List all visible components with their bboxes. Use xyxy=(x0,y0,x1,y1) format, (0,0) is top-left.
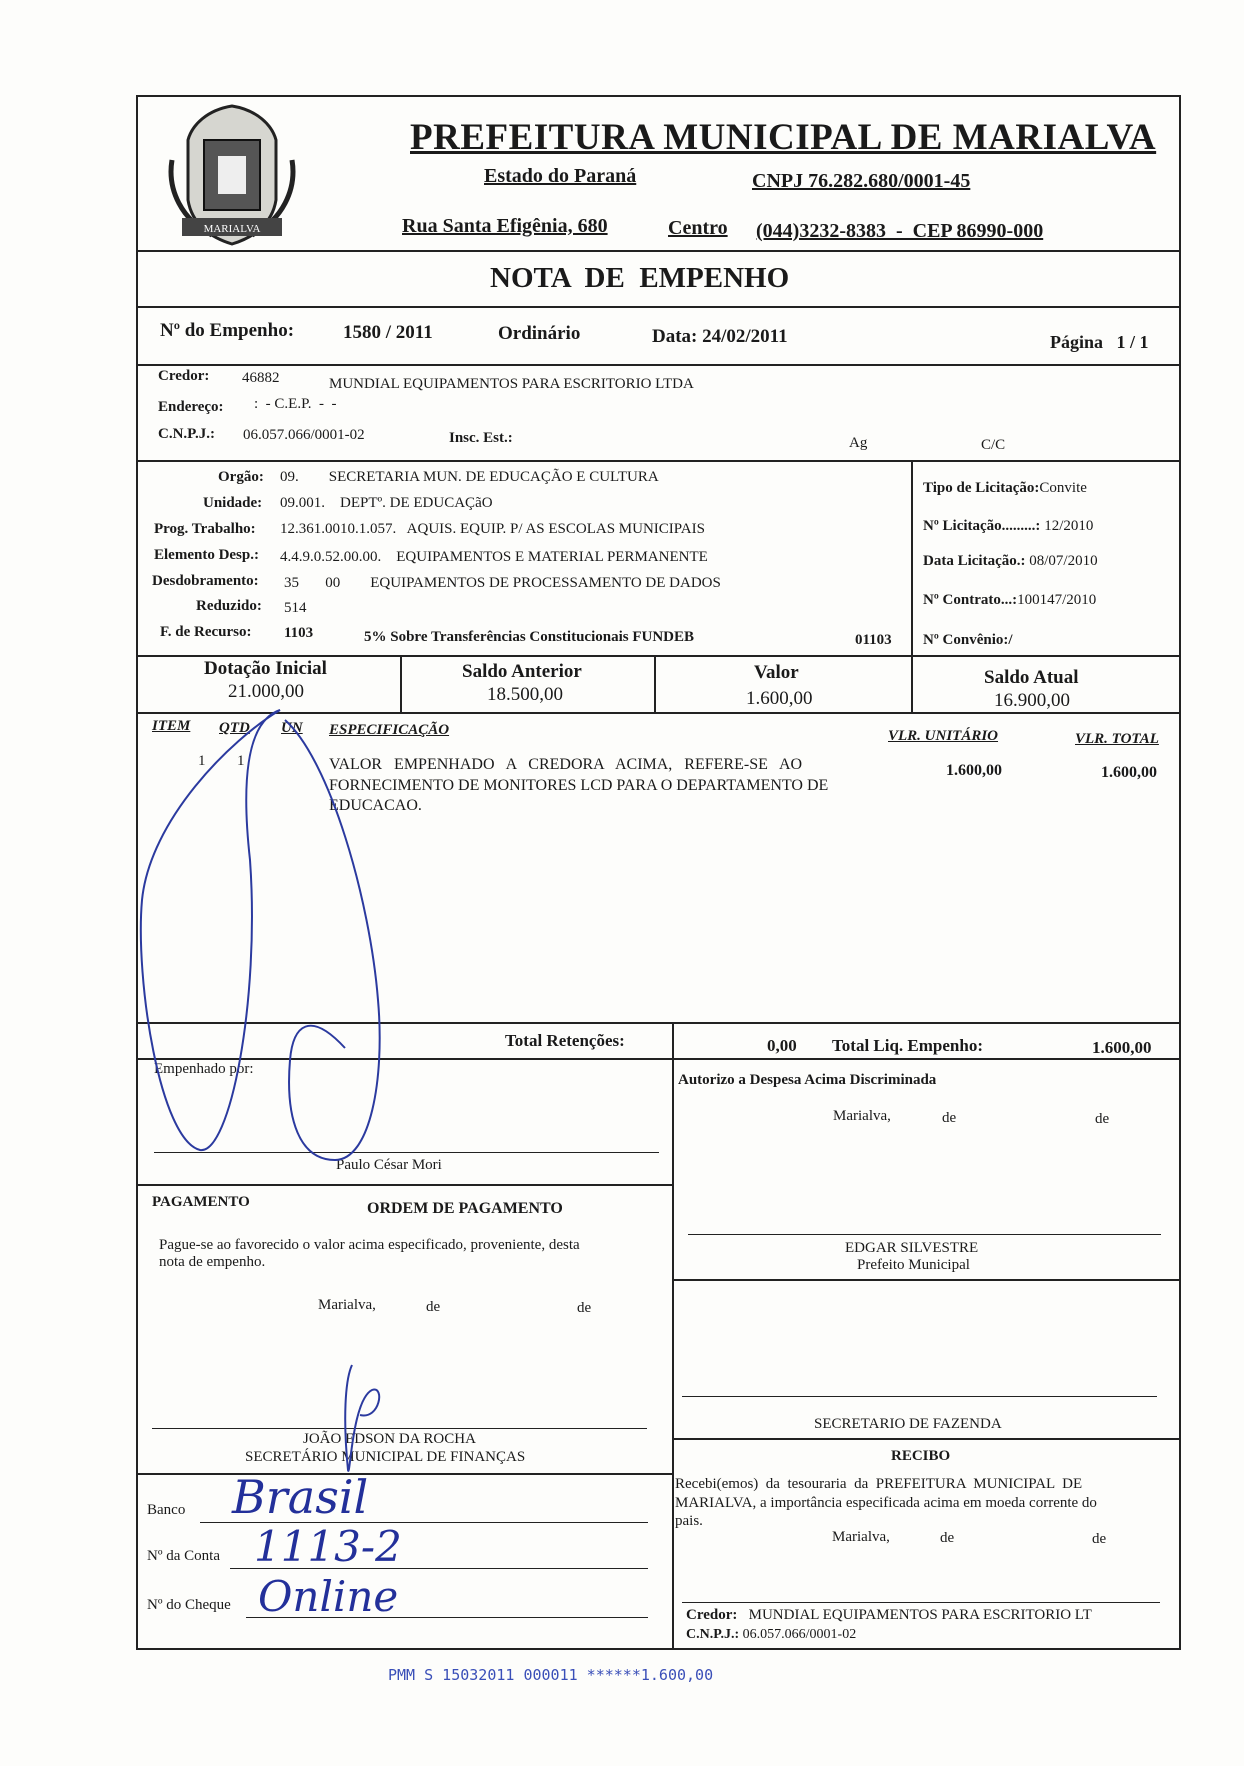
autorizo-label: Autorizo a Despesa Acima Discriminada xyxy=(678,1072,937,1088)
tipo-licitacao-label: Tipo de Licitação: xyxy=(923,480,1040,496)
conta-handwritten: 1113-2 xyxy=(254,1522,402,1571)
header-cnpj: CNPJ 76.282.680/0001-45 xyxy=(752,170,971,192)
prog-value: 12.361.0010.1.057. AQUIS. EQUIP. P/ AS ESCOLAS MUNICIPAIS xyxy=(280,521,705,537)
row-spec-line-3: EDUCACAO. xyxy=(329,797,422,814)
autorizo-de-1: de xyxy=(942,1110,957,1126)
row-spec-line-2: FORNECIMENTO DE MONITORES LCD PARA O DEPARTAMENTO DE xyxy=(329,777,829,794)
col-header-unitario: VLR. UNITÁRIO xyxy=(888,728,999,744)
credor-label: Credor: xyxy=(158,368,210,384)
unidade-label: Unidade: xyxy=(203,495,263,511)
ordem-pagamento-label: ORDEM DE PAGAMENTO xyxy=(367,1200,563,1217)
fazenda-role: SECRETARIO DE FAZENDA xyxy=(814,1416,1002,1432)
address-value: : - C.E.P. - - xyxy=(254,396,337,412)
contrato-value: 100147/2010 xyxy=(1017,592,1097,608)
row-spec-line-1: VALOR EMPENHADO A CREDORA ACIMA, REFERE-SE AO xyxy=(329,756,803,773)
mayor-name: EDGAR SILVESTRE xyxy=(845,1240,979,1256)
elemento-label: Elemento Desp.: xyxy=(154,547,259,563)
empenho-type: Ordinário xyxy=(498,323,581,344)
recurso-label: F. de Recurso: xyxy=(160,624,252,640)
banco-label: Banco xyxy=(147,1502,186,1518)
cc-label: C/C xyxy=(981,437,1006,453)
liq-empenho-label: Total Liq. Empenho: xyxy=(832,1036,983,1055)
licitacao-date-value: 08/07/2010 xyxy=(1029,553,1098,569)
ag-label: Ag xyxy=(849,435,868,451)
empenho-date: Data: 24/02/2011 xyxy=(652,326,788,347)
valor-value: 1.600,00 xyxy=(746,688,813,709)
retencoes-value: 0,00 xyxy=(767,1036,797,1055)
empenhado-label: Empenhado por: xyxy=(154,1061,254,1077)
seal-text: MARIALVA xyxy=(203,223,261,235)
recibo-de-1: de xyxy=(940,1530,955,1546)
recibo-text-2: MARIALVA, a importância especificada acima em moeda corrente do xyxy=(675,1495,1097,1511)
street-address: Rua Santa Efigênia, 680 xyxy=(402,215,608,237)
cheque-label: Nº do Cheque xyxy=(147,1597,231,1613)
liq-empenho-value: 1.600,00 xyxy=(1092,1038,1152,1057)
empenho-number: 1580 / 2011 xyxy=(343,322,433,343)
credor-code: 46882 xyxy=(242,370,280,386)
valor-label: Valor xyxy=(754,662,799,683)
licitacao-date-label: Data Licitação.: xyxy=(923,553,1026,569)
signature-hook-icon xyxy=(345,1365,379,1471)
col-header-item: ITEM xyxy=(152,718,191,734)
pagamento-place: Marialva, xyxy=(318,1297,376,1313)
signature-loop-left-icon xyxy=(141,710,280,1150)
mayor-role: Prefeito Municipal xyxy=(857,1257,970,1273)
recibo-text-3: pais. xyxy=(675,1513,703,1529)
col-header-un: UN xyxy=(281,720,303,736)
row-total-value: 1.600,00 xyxy=(1101,764,1157,781)
recibo-text-1: Recebi(emos) da tesouraria da PREFEITURA MUNICIPAL DE xyxy=(675,1476,1083,1492)
col-header-total: VLR. TOTAL xyxy=(1075,731,1159,747)
desdobramento-value: 35 00 EQUIPAMENTOS DE PROCESSAMENTO DE DADOS xyxy=(284,575,721,591)
orgao-label: Orgão: xyxy=(218,469,264,485)
autorizo-place: Marialva, xyxy=(833,1108,891,1124)
credor-name: MUNDIAL EQUIPAMENTOS PARA ESCRITORIO LTDA xyxy=(329,376,694,392)
empenhado-name: Paulo César Mori xyxy=(336,1157,442,1173)
page-number: Página 1 / 1 xyxy=(1050,332,1149,352)
atual-value: 16.900,00 xyxy=(994,690,1070,711)
recibo-label: RECIBO xyxy=(891,1448,951,1464)
anterior-value: 18.500,00 xyxy=(487,684,563,705)
payment-stamp: PMM S 15032011 000011 ******1.600,00 xyxy=(388,1666,714,1684)
insc-label: Insc. Est.: xyxy=(449,430,513,446)
licitacao-number-label: Nº Licitação.........: xyxy=(923,518,1041,534)
col-header-qtd: QTD xyxy=(219,720,250,736)
conta-label: Nº da Conta xyxy=(147,1548,220,1564)
pagamento-de-2: de xyxy=(577,1300,592,1316)
col-header-especificacao: ESPECIFICAÇÃO xyxy=(329,722,450,738)
atual-label: Saldo Atual xyxy=(984,667,1079,688)
credor-cnpj: 06.057.066/0001-02 xyxy=(243,427,365,443)
recurso-code2: 01103 xyxy=(855,632,892,648)
orgao-value: 09. SECRETARIA MUN. DE EDUCAÇÃO E CULTURA xyxy=(280,469,659,485)
pagamento-text-2: nota de empenho. xyxy=(159,1254,266,1270)
unidade-value: 09.001. DEPTº. DE EDUCAÇãO xyxy=(280,495,493,511)
reduzido-label: Reduzido: xyxy=(196,598,262,614)
finance-secretary-role: SECRETÁRIO MUNICIPAL DE FINANÇAS xyxy=(245,1449,526,1465)
cheque-handwritten: Online xyxy=(258,1572,399,1621)
convenio-label: Nº Convênio:/ xyxy=(923,632,1013,648)
recibo-de-2: de xyxy=(1092,1531,1107,1547)
recurso-code: 1103 xyxy=(284,625,314,641)
recibo-credor-label: Credor: xyxy=(686,1607,738,1623)
row-item: 1 xyxy=(198,753,206,769)
autorizo-de-2: de xyxy=(1095,1111,1110,1127)
recurso-description: 5% Sobre Transferências Constitucionais FUNDEB xyxy=(364,629,695,645)
row-qtd: 1 xyxy=(237,753,245,769)
recibo-cnpj-label: C.N.P.J.: xyxy=(686,1627,740,1642)
elemento-value: 4.4.9.0.52.00.00. EQUIPAMENTOS E MATERIAL PERMANENTE xyxy=(280,549,708,565)
tipo-licitacao-value: Convite xyxy=(1039,480,1087,496)
recibo-cnpj-value: 06.057.066/0001-02 xyxy=(742,1627,857,1642)
recibo-credor-name: MUNDIAL EQUIPAMENTOS PARA ESCRITORIO LT xyxy=(748,1607,1092,1623)
pagamento-text-1: Pague-se ao favorecido o valor acima especificado, proveniente, desta xyxy=(159,1237,580,1253)
contrato-label: Nº Contrato...: xyxy=(923,592,1018,608)
prog-label: Prog. Trabalho: xyxy=(154,521,256,537)
address-label: Endereço: xyxy=(158,399,224,415)
retencoes-label: Total Retenções: xyxy=(505,1031,625,1050)
pagamento-label: PAGAMENTO xyxy=(152,1194,250,1210)
finance-secretary-name: JOÃO EDSON DA ROCHA xyxy=(303,1431,476,1447)
dotacao-value: 21.000,00 xyxy=(228,681,304,702)
licitacao-number-value: 12/2010 xyxy=(1044,518,1094,534)
municipality-title: PREFEITURA MUNICIPAL DE MARIALVA xyxy=(410,117,1157,158)
district: Centro xyxy=(668,217,728,239)
empenho-label: Nº do Empenho: xyxy=(160,320,295,341)
row-unit-value: 1.600,00 xyxy=(946,762,1002,779)
credor-cnpj-label: C.N.P.J.: xyxy=(158,426,215,442)
desdobramento-label: Desdobramento: xyxy=(152,573,259,589)
anterior-label: Saldo Anterior xyxy=(462,661,582,682)
recibo-place: Marialva, xyxy=(832,1529,890,1545)
banco-handwritten: Brasil xyxy=(232,1470,369,1524)
reduzido-value: 514 xyxy=(284,600,307,616)
document-title: NOTA DE EMPENHO xyxy=(490,262,790,294)
state-name: Estado do Paraná xyxy=(484,165,637,187)
dotacao-label: Dotação Inicial xyxy=(204,658,327,679)
phone-cep: (044)3232-8383 - CEP 86990-000 xyxy=(756,220,1044,242)
pagamento-de-1: de xyxy=(426,1299,441,1315)
signature-loop-right-icon xyxy=(285,720,380,1160)
